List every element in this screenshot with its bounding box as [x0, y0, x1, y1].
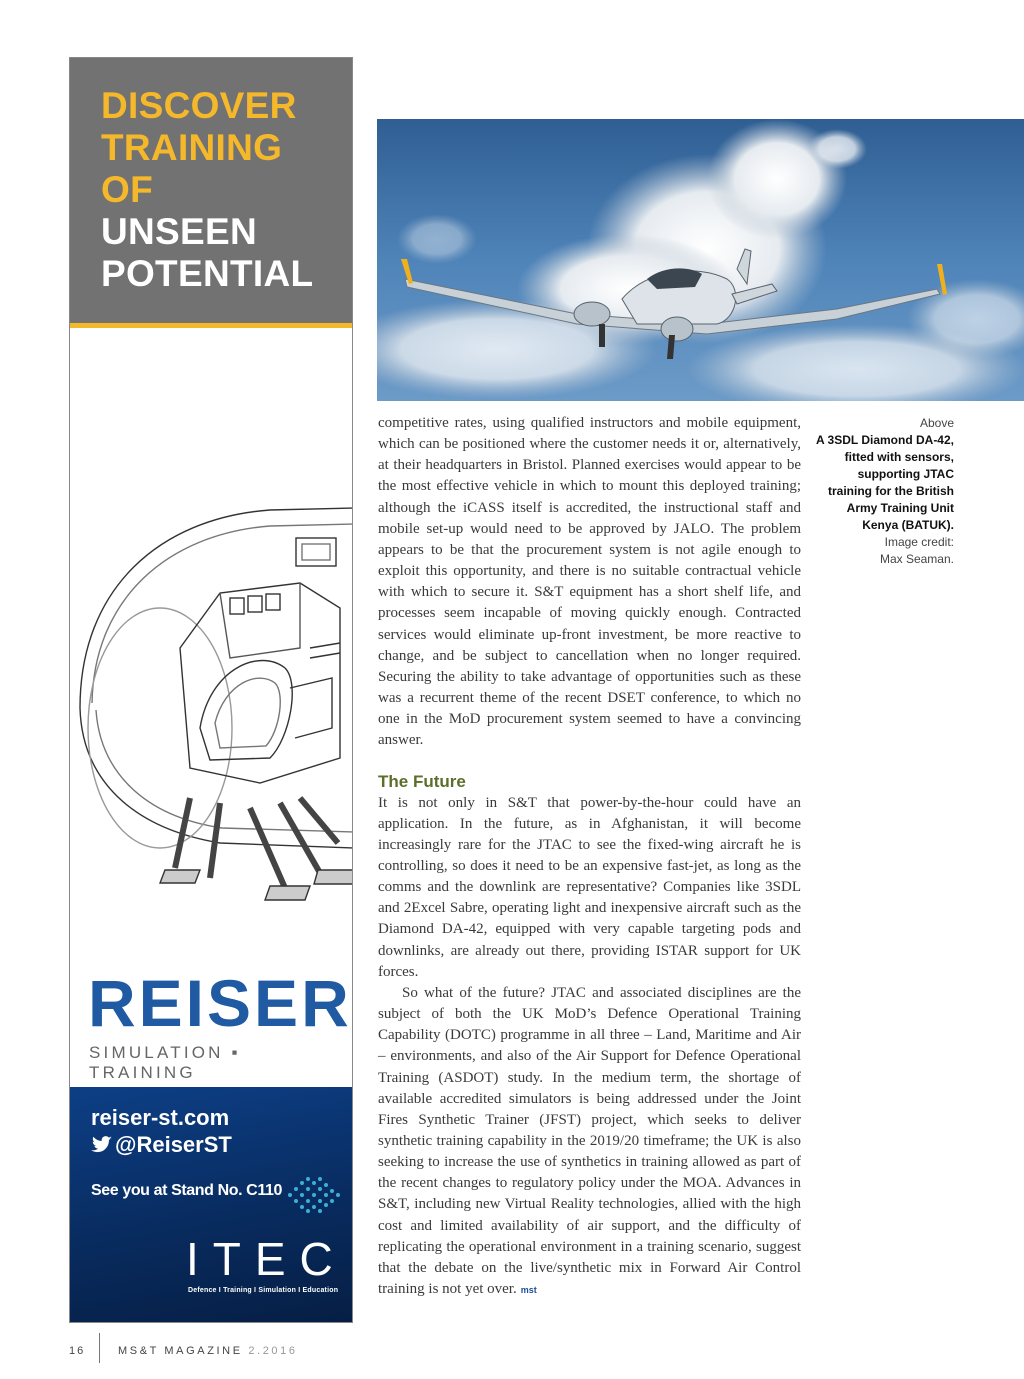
itec-dots-logo	[270, 1165, 353, 1225]
aircraft-photo	[377, 119, 1024, 401]
itec-logo: ITEC	[186, 1233, 347, 1285]
ad-headline-line-4: UNSEEN	[101, 211, 257, 252]
caption-body: A 3SDL Diamond DA-42, fitted with sensors, supporting JTAC training for the British Army Training Unit Kenya (BATUK).	[815, 433, 954, 532]
caption-credit-label: Image credit:	[884, 535, 954, 549]
ad-headline-line-2: TRAINING	[101, 127, 283, 168]
ad-headline-line-1: DISCOVER	[101, 85, 297, 126]
section-heading: The Future	[378, 771, 466, 791]
issue-number: 2.2016	[248, 1345, 298, 1357]
ad-headline-line-3: OF	[101, 169, 153, 210]
advertisement	[69, 57, 353, 1323]
twitter-icon	[91, 1136, 113, 1154]
ad-website-link[interactable]: reiser-st.com	[91, 1105, 230, 1130]
magazine-footer	[118, 1345, 298, 1357]
reiser-tagline: SIMULATION ▪ TRAINING	[89, 1043, 241, 1082]
article-paragraph: competitive rates, using qualified instructors and mobile equipment, which can be positioned where the customer needs it or, alternatively, at their headquarters in Bristol. Planned exercises would appear to be the most effective vehicle in which to mount this deployed training; although the iCASS itself is accredited, the instructional staff and mobile set-up would need to be approved by JALO. The problem appears to be that the procurement system is not agile enough to exploit this opportunity, and there is no suitable contractual vehicle with which to secure it. S&T equipment has a short shelf life, and processes seem incapable of moving quickly enough. Contracted services would eliminate up-front investment, be more reactive to change, and be subject to cancellation when no longer required. Securing the ability to take advantage of opportunities such as these was a recurrent theme of the recent DSET conference, to which no one in the MoD procurement system seemed to have a convincing answer.	[378, 415, 801, 749]
ad-headline-line-5: POTENTIAL	[101, 253, 314, 294]
ad-headline-panel	[70, 58, 352, 328]
footer-divider	[99, 1333, 100, 1363]
ad-twitter-handle[interactable]	[91, 1132, 232, 1158]
caption-label: Above	[919, 416, 954, 430]
ad-stand-notice: See you at Stand No. C110	[91, 1182, 282, 1199]
simulator-illustration	[70, 498, 353, 938]
article-body	[378, 413, 801, 1301]
magazine-name: MS&T MAGAZINE	[118, 1345, 243, 1357]
article-paragraph	[378, 983, 801, 1301]
article-paragraph: It is not only in S&T that power-by-the-hour could have an application. In the future, as in Afghanistan, it will become increasingly rare for the JTAC to see the fixed-wing aircraft he is controlling, so does it need to be an expensive fast-jet, as long as the comms and the downlink are representative? Companies like 3SDL and 2Excel Sabre, operating light and inexpensive aircraft such as the Diamond DA-42, equipped with very capable targeting pods and downlinks, are already out there, providing ISTAR support for UK forces.	[378, 794, 801, 980]
caption-credit-name: Max Seaman.	[879, 552, 954, 566]
photo-caption	[814, 415, 954, 568]
itec-tagline: Defence I Training I Simulation I Education	[188, 1287, 339, 1294]
page-number: 16	[69, 1345, 86, 1357]
reiser-logo: REISER	[88, 966, 352, 1040]
twitter-handle-text: @ReiserST	[115, 1132, 232, 1157]
ad-footer-panel	[70, 1087, 352, 1323]
end-mark: mst	[520, 1285, 537, 1296]
article-paragraph-text: So what of the future? JTAC and associated disciplines are the subject of both the UK MoD’s Defence Operational Training Capability (DOTC) programme in all three – Land, Maritime and Air – environments, and also of the Air Support for Defence Operational Training (ASDOT) study. In the medium term, the shortage of available accredited simulators is being addressed under the Joint Fires Synthetic Trainer (JFST) project, which seeks to deliver synthetic training capability in the 2019/20 timeframe; the UK is also seeking to increase the use of synthetics in training allowed as part of the recent changes to regulatory policy under the MOA. Advances in S&T, including new Virtual Reality technologies, allied with the high cost and limited availability of air support, and the difficulty of replicating the operational environment in a training scenario, suggest that the debate on the live/synthetic mix in Forward Air Control training is not yet over.	[378, 984, 801, 1298]
